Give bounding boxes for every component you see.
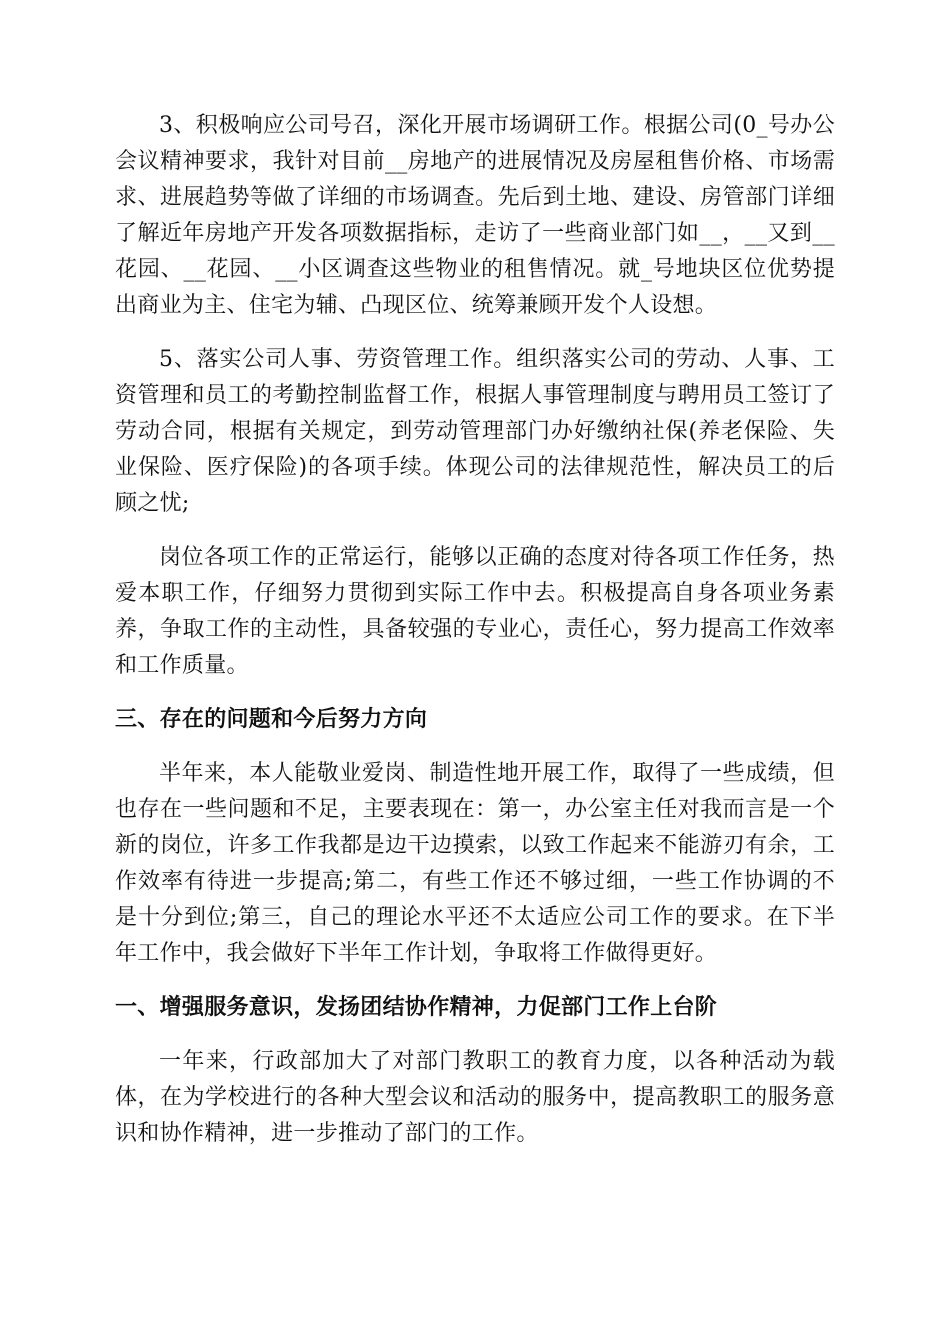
section-heading-problems: 三、存在的问题和今后努力方向 xyxy=(115,707,428,732)
paragraph-shortcomings: 半年来，本人能敬业爱岗、制造性地开展工作，取得了一些成绩，但也存在一些问题和不足，主要表现在：第一，办公室主任对我而言是一个新的岗位，许多工作我都是边干边摸索，以致工作起来不能游刃有余，工作效率有待进一步提高;第二，有些工作还不够过细，一些工作协调的不是十分到位;第三，自己的理论水平还不太适应公司工作的要求。在下半年工作中，我会做好下半年工作计划，争取将工作做得更好。 xyxy=(115,761,835,966)
paragraph-market-research: 3、积极响应公司号召，深化开展市场调研工作。根据公司(0_号办公会议精神要求，我针对目前__房地产的进展情况及房屋租售价格、市场需求、进展趋势等做了详细的市场调查。先后到土地、建设、房管部门详细了解近年房地产开发各项数据指标，走访了一些商业部门如__，__又到__花园、__花园、__小区调查这些物业的租售情况。就_号地块区位优势提出商业为主、住宅为辅、凸现区位、统筹兼顾开发个人设想。 xyxy=(115,113,835,318)
paragraph-admin-department: 一年来，行政部加大了对部门教职工的教育力度，以各种活动为载体，在为学校进行的各种大型会议和活动的服务中，提高教职工的服务意识和协作精神，进一步推动了部门的工作。 xyxy=(115,1049,835,1146)
section-heading-service-awareness: 一、增强服务意识，发扬团结协作精神，力促部门工作上台阶 xyxy=(115,995,718,1020)
document-page xyxy=(115,108,835,1170)
paragraph-personnel-management: 5、落实公司人事、劳资管理工作。组织落实公司的劳动、人事、工资管理和员工的考勤控制监督工作，根据人事管理制度与聘用员工签订了劳动合同，根据有关规定，到劳动管理部门办好缴纳社保(养老保险、失业保险、医疗保险)的各项手续。体现公司的法律规范性，解决员工的后顾之忧; xyxy=(115,347,835,516)
paragraph-job-attitude: 岗位各项工作的正常运行，能够以正确的态度对待各项工作任务，热爱本职工作，仔细努力贯彻到实际工作中去。积极提高自身各项业务素养，争取工作的主动性，具备较强的专业心，责任心，努力提高工作效率和工作质量。 xyxy=(115,545,835,678)
